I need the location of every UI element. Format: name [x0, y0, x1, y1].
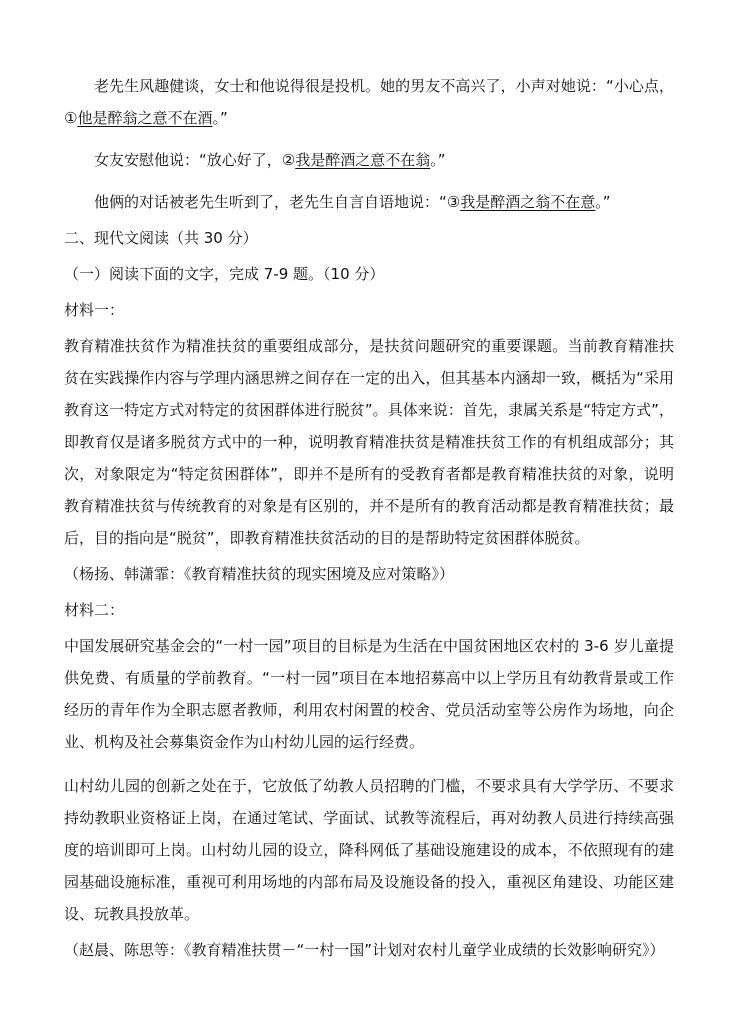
material-2-body-1: 中国发展研究基金会的“一村一园”项目的目标是为生活在中国贫困地区农村的 3-6 岁儿童提供免费、有质量的学前教育。“一村一园”项目在本地招募高中以上学历且有幼教背景或工作经历的青年作为全职志愿者教师，利用农村闲置的校舍、党员活动室等公房作为场地，向企业、机构及社会募集资金作为山村幼儿园的运行经费。 [64, 637, 674, 751]
material-2-body-2: 山村幼儿园的创新之处在于，它放低了幼教人员招聘的门槛，不要求具有大学学历、不要求持幼教职业资格证上岗，在通过笔试、学面试、试教等流程后，再对幼教人员进行持续高强度的培训即可上岗。山村幼儿园的设立，降科网低了基础设施建设的成本，不依照现有的建园基础设施标准，重视可利用场地的内部布局及设施设备的投入，重视区角建设、功能区建设、玩教具投放革。 [64, 777, 674, 923]
dialogue-text: 老先生风趣健谈，女士和他说得很是投机。她的男友不高兴了，小声对她说：“小心点，① [64, 77, 674, 127]
dialogue-text: 女友安慰他说：“放心好了，② [94, 151, 296, 169]
material-1-body: 教育精准扶贫作为精准扶贫的重要组成部分，是扶贫问题研究的重要课题。当前教育精准扶贫在实践操作内容与学理内涵思辨之间存在一定的出入，但其基本内涵却一致，概括为“采用教育这一特定方式对特定的贫困群体进行脱贫”。具体来说：首先，隶属关系是“特定方式”，即教育仅是诸多脱贫方式中的一种，说明教育精准扶贫是精准扶贫工作的有机组成部分；其次，对象限定为“特定贫困群体”，即并不是所有的受教育者都是教育精准扶贫的对象，说明教育精准扶贫与传统教育的对象是有区别的，并不是所有的教育活动都是教育精准扶贫；最后，目的指向是“脱贫”，即教育精准扶贫活动的目的是帮助特定贫困群体脱贫。 [64, 337, 674, 547]
underlined-sentence-1: 他是醉翁之意不在酒 [77, 109, 213, 127]
material-2-source: （赵晨、陈思等：《教育精准扶贯－“一村一国”计划对农村儿童学业成绩的长效影响研究》） [64, 941, 665, 959]
material-1-label: 材料一： [64, 301, 125, 319]
dialogue-text: 。” [595, 193, 611, 211]
section-title: 二、现代文阅读（共 30 分） [64, 229, 258, 247]
dialogue-paragraph-1 [64, 70, 674, 134]
underlined-sentence-2: 我是醉酒之意不在翁 [295, 151, 431, 169]
dialogue-text: 。” [212, 109, 228, 127]
subsection-title: （一）阅读下面的文字，完成 7-9 题。（10 分） [64, 265, 385, 283]
material-2-label: 材料二： [64, 601, 125, 619]
material-1-source: （杨扬、韩潇霏：《教育精准扶贫的现实困境及应对策略》） [64, 565, 455, 583]
dialogue-text: 。” [430, 151, 446, 169]
document-page [64, 70, 674, 966]
dialogue-paragraph-2 [64, 144, 674, 176]
dialogue-text: 他俩的对话被老先生听到了，老先生自言自语地说：“③ [94, 193, 461, 211]
underlined-sentence-3: 我是醉酒之翁不在意 [460, 193, 596, 211]
dialogue-paragraph-3 [64, 186, 674, 218]
